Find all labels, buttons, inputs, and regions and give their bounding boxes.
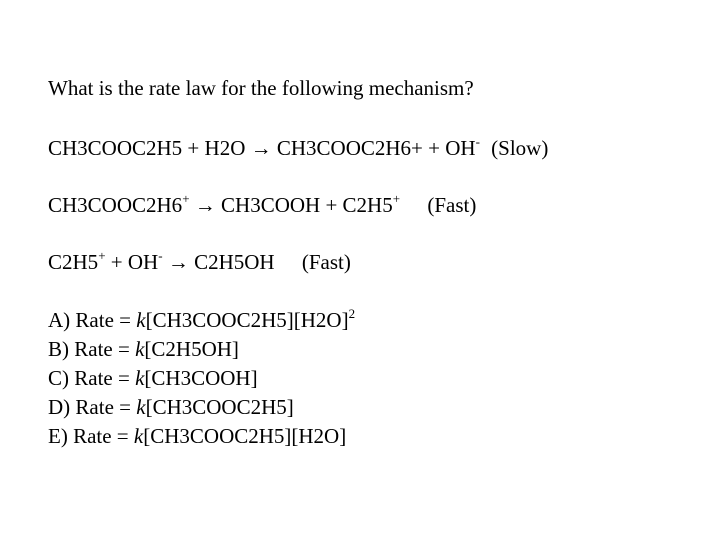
step-1-rate-note: (Slow) bbox=[491, 136, 549, 160]
answer-option-a[interactable] bbox=[48, 306, 355, 335]
answer-options bbox=[48, 306, 355, 451]
step-3-reactant-1: C2H5 bbox=[48, 250, 99, 274]
step-3-rate-note: (Fast) bbox=[301, 250, 351, 274]
step-3-arrow: → bbox=[167, 250, 189, 274]
option-e-prefix: E) Rate = bbox=[48, 424, 134, 448]
option-b-expression: [C2H5OH] bbox=[144, 337, 239, 361]
option-e-expression: [CH3COOC2H5][H2O] bbox=[143, 424, 347, 448]
option-d-constant: k bbox=[136, 395, 146, 419]
step-3-reactant-2: OH bbox=[127, 250, 159, 274]
step-3-reactant-1-charge: + bbox=[98, 248, 106, 263]
option-b-constant: k bbox=[135, 337, 145, 361]
option-a-exponent: 2 bbox=[348, 306, 356, 321]
step-2-rate-note: (Fast) bbox=[427, 193, 477, 217]
mechanism-step-2 bbox=[48, 193, 476, 217]
mechanism-step-1 bbox=[48, 136, 548, 160]
mechanism-step-3 bbox=[48, 250, 351, 274]
step-3-reactant-2-charge: - bbox=[158, 248, 163, 263]
option-a-expression: [CH3COOC2H5][H2O] bbox=[145, 308, 349, 332]
option-e-constant: k bbox=[133, 424, 144, 448]
option-a-prefix: A) Rate = bbox=[48, 308, 137, 332]
step-3-plus: + bbox=[110, 250, 123, 274]
step-1-arrow: → bbox=[250, 136, 272, 160]
option-c-prefix: C) Rate = bbox=[48, 366, 136, 390]
answer-option-b[interactable] bbox=[48, 335, 355, 364]
step-1-reactants: CH3COOC2H5 + H2O bbox=[48, 136, 246, 160]
step-1-products-charge: - bbox=[475, 134, 480, 149]
answer-option-e[interactable] bbox=[48, 422, 355, 451]
step-2-products-charge: + bbox=[392, 191, 401, 206]
option-b-prefix: B) Rate = bbox=[48, 337, 136, 361]
step-2-reactant-charge: + bbox=[182, 191, 190, 206]
step-2-reactant: CH3COOC2H6 bbox=[48, 193, 183, 217]
answer-option-c[interactable] bbox=[48, 364, 355, 393]
option-d-expression: [CH3COOC2H5] bbox=[145, 395, 294, 419]
answer-option-d[interactable] bbox=[48, 393, 355, 422]
option-a-constant: k bbox=[136, 308, 146, 332]
step-2-arrow: → bbox=[194, 193, 216, 217]
option-c-expression: [CH3COOH] bbox=[144, 366, 258, 390]
step-3-product: C2H5OH bbox=[194, 250, 275, 274]
option-d-prefix: D) Rate = bbox=[48, 395, 137, 419]
step-2-products: CH3COOH + C2H5 bbox=[221, 193, 393, 217]
option-c-constant: k bbox=[135, 366, 145, 390]
step-1-products: CH3COOC2H6+ + OH bbox=[276, 136, 476, 160]
question-text: What is the rate law for the following mechanism? bbox=[48, 76, 474, 100]
